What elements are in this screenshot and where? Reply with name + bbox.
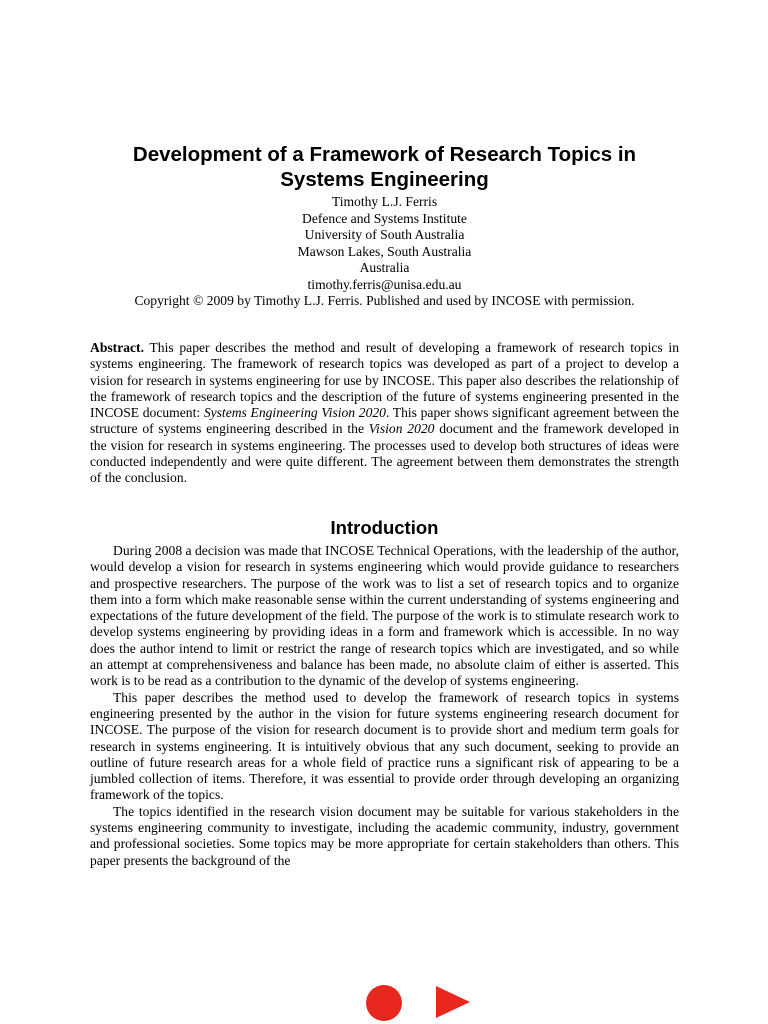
author-country: Australia: [359, 260, 410, 275]
introduction-body: [90, 543, 679, 869]
introduction-paragraph-1: During 2008 a decision was made that INCOSE Technical Operations, with the leadership of the author, would develop a vision for research in systems engineering which would provide guidance to researchers and prospective researchers. The purpose of the work was to list a set of research topics and to organize them into a form which make reasonable sense within the current understanding of systems engineering and expectations of the future development of the field. The purpose of the work is to stimulate research work to develop systems engineering by providing ideas in a form and framework which is accessible. In no way does the author intend to limit or restrict the range of research topics which are investigated, and so while an attempt at comprehensiveness and balance has been made, no absolute claim of either is asserted. This work is to be read as a contribution to the dynamic of the develop of systems engineering.: [90, 543, 680, 689]
author-university: University of South Australia: [304, 227, 465, 242]
introduction-paragraph-3: The topics identified in the research vision document may be suitable for various stakeholders in the systems engineering community to investigate, including the academic community, industry, government and professional societies. Some topics may be more appropriate for certain stakeholders than others. This paper presents the background of the: [90, 803, 679, 868]
abstract-text-2: . This paper shows significant agreement between the structure of systems engineering described in the: [90, 405, 679, 437]
paper-title: Development of a Framework of Research Topics in Systems Engineering: [132, 143, 637, 191]
author-block: [90, 194, 679, 310]
abstract-text-1: This paper describes the method and result of developing a framework of research topics in systems engineering. The framework of research topics was developed as part of a project to develop a vision for research in systems engineering for use by INCOSE. This paper also describes the relationship of the framework of research topics and the description of the future of systems engineering presented in the INCOSE document:: [90, 340, 679, 421]
abstract: [90, 340, 679, 487]
abstract-text-3: document and the framework developed in the vision for research in systems engineering. The processes used to develop both structures of ideas were conducted independently and were quite different. The agreement between them demonstrates the strength of the conclusion.: [90, 421, 679, 486]
author-email: timothy.ferris@unisa.edu.au: [307, 276, 462, 292]
abstract-doc-title: Systems Engineering Vision 2020: [203, 405, 386, 421]
media-controls: [366, 984, 476, 1020]
author-name: Timothy L.J. Ferris: [331, 194, 438, 209]
copyright-notice: Copyright © 2009 by Timothy L.J. Ferris. Published and used by INCOSE with permission.: [134, 293, 635, 308]
abstract-doc-short: Vision 2020: [368, 421, 435, 437]
play-icon[interactable]: [436, 986, 470, 1018]
abstract-label: Abstract.: [90, 340, 144, 355]
introduction-heading: Introduction: [330, 517, 439, 538]
record-icon[interactable]: [366, 985, 402, 1021]
introduction-paragraph-2: This paper describes the method used to develop the framework of research topics in systems engineering presented by the author in the vision for future systems engineering research document for INCOSE. The purpose of the vision for research document is to provide short and medium term goals for research in systems engineering. It is intuitively obvious that any such document, seeking to provide an outline of future research areas for a whole field of practice runs a significant risk of appearing to be a jumbled collection of items. Therefore, it was essential to provide order through developing an organizing framework of the topics.: [90, 689, 679, 803]
author-city: Mawson Lakes, South Australia: [297, 243, 472, 259]
author-institute: Defence and Systems Institute: [302, 210, 467, 226]
